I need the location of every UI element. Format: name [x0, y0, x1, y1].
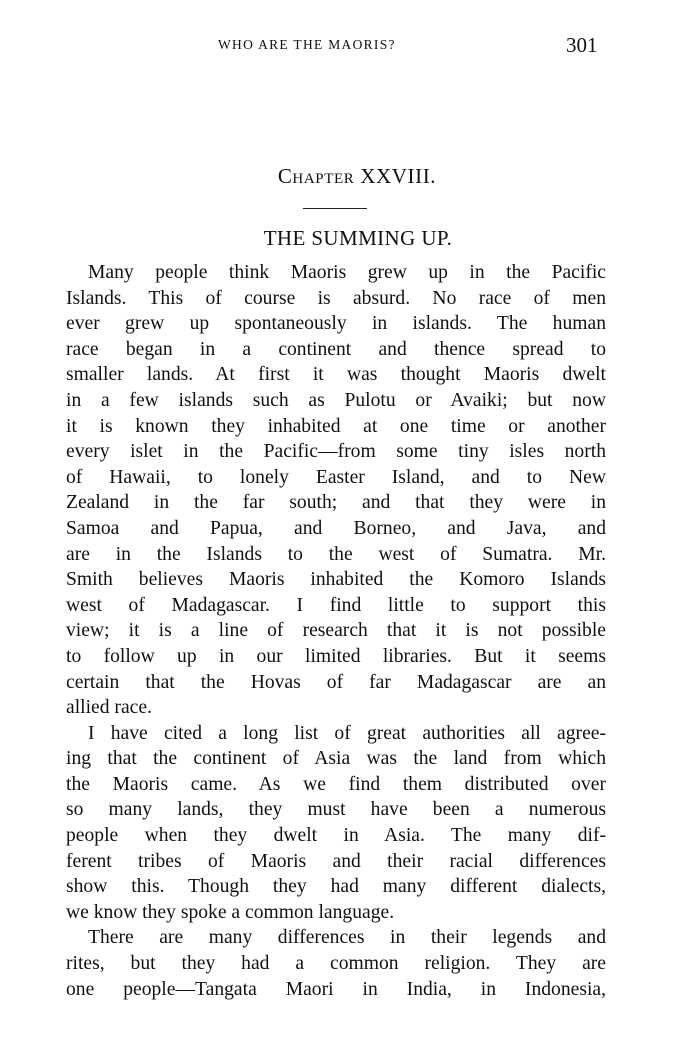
text-line: of Hawaii, to lonely Easter Island, and to New: [66, 466, 606, 488]
chapter-body: [66, 260, 606, 1002]
text-line: in a few islands such as Pulotu or Avaiki; but now: [66, 389, 606, 411]
text-line: to follow up in our limited libraries. But it seems: [66, 645, 606, 667]
chapter-number: Chapter XXVIII.: [277, 164, 437, 188]
text-line: the Maoris came. As we find them distributed over: [66, 773, 606, 795]
chapter-title: THE SUMMING UP.: [263, 226, 453, 250]
page-number: 301: [566, 33, 598, 57]
text-line: smaller lands. At first it was thought Maoris dwelt: [66, 364, 606, 386]
text-line: I have cited a long list of great authorities all agree-: [88, 722, 606, 744]
text-line: people when they dwelt in Asia. The many dif-: [66, 825, 606, 847]
text-line: Samoa and Papua, and Borneo, and Java, and: [66, 517, 606, 539]
text-line: ever grew up spontaneously in islands. The human: [66, 313, 606, 335]
text-line: are in the Islands to the west of Sumatra. Mr.: [66, 543, 606, 565]
running-title: WHO ARE THE MAORIS?: [218, 37, 396, 52]
text-line: so many lands, they must have been a numerous: [66, 799, 606, 821]
chapter-rule: [303, 208, 367, 209]
text-line: ferent tribes of Maoris and their racial differences: [66, 850, 606, 872]
text-line: we know they spoke a common language.: [66, 901, 395, 923]
text-line: view; it is a line of research that it is not possible: [66, 620, 606, 642]
text-line: ing that the continent of Asia was the land from which: [66, 748, 606, 770]
text-line: allied race.: [66, 697, 152, 719]
text-line: it is known they inhabited at one time or another: [66, 415, 606, 437]
running-head: [0, 33, 700, 59]
text-line: Many people think Maoris grew up in the Pacific: [88, 262, 606, 283]
text-line: rites, but they had a common religion. They are: [66, 953, 606, 975]
text-line: Smith believes Maoris inhabited the Komoro Islands: [66, 569, 606, 591]
text-line: certain that the Hovas of far Madagascar are an: [66, 671, 606, 693]
text-line: Islands. This of course is absurd. No race of men: [66, 287, 606, 309]
text-line: one people—Tangata Maori in India, in Indonesia,: [66, 978, 606, 1000]
text-line: show this. Though they had many different dialects,: [66, 876, 606, 898]
text-line: Zealand in the far south; and that they were in: [66, 492, 606, 514]
text-line: There are many differences in their legends and: [88, 927, 606, 949]
text-line: race began in a continent and thence spread to: [66, 338, 606, 360]
text-line: west of Madagascar. I find little to support this: [66, 594, 606, 616]
text-line: every islet in the Pacific—from some tiny isles north: [66, 441, 606, 463]
